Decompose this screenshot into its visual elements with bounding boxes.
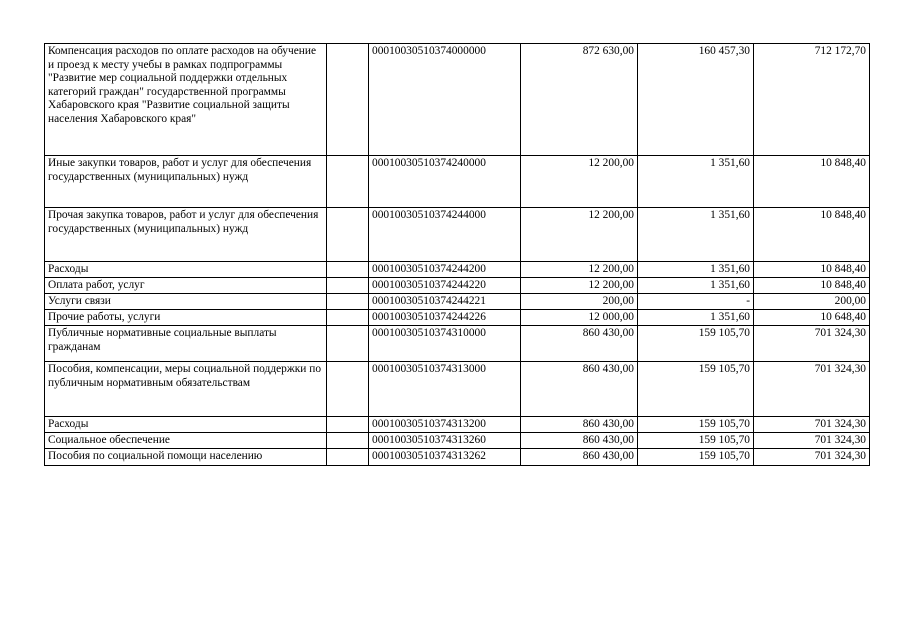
approved-cell: 860 430,00 bbox=[521, 433, 638, 449]
row-code-cell: 00010030510374310000 bbox=[369, 326, 521, 362]
approved-cell: 860 430,00 bbox=[521, 449, 638, 466]
empty-cell bbox=[327, 433, 369, 449]
budget-table bbox=[44, 43, 870, 466]
budget-table-body bbox=[45, 44, 870, 466]
table-row bbox=[45, 417, 870, 433]
empty-cell bbox=[327, 310, 369, 326]
empty-cell bbox=[327, 278, 369, 294]
row-code-cell: 00010030510374313200 bbox=[369, 417, 521, 433]
remaining-cell: 701 324,30 bbox=[754, 433, 870, 449]
empty-cell bbox=[327, 208, 369, 262]
approved-cell: 12 000,00 bbox=[521, 310, 638, 326]
executed-cell: 1 351,60 bbox=[638, 208, 754, 262]
row-code-cell: 00010030510374244220 bbox=[369, 278, 521, 294]
row-name-cell: Публичные нормативные социальные выплаты гражданам bbox=[45, 326, 327, 362]
executed-cell: 159 105,70 bbox=[638, 362, 754, 417]
remaining-cell: 10 848,40 bbox=[754, 278, 870, 294]
executed-cell: 159 105,70 bbox=[638, 449, 754, 466]
empty-cell bbox=[327, 326, 369, 362]
executed-cell: - bbox=[638, 294, 754, 310]
remaining-cell: 10 648,40 bbox=[754, 310, 870, 326]
executed-cell: 1 351,60 bbox=[638, 278, 754, 294]
row-code-cell: 00010030510374000000 bbox=[369, 44, 521, 156]
remaining-cell: 701 324,30 bbox=[754, 417, 870, 433]
row-code-cell: 00010030510374244226 bbox=[369, 310, 521, 326]
row-name-cell: Оплата работ, услуг bbox=[45, 278, 327, 294]
table-row bbox=[45, 156, 870, 208]
approved-cell: 12 200,00 bbox=[521, 208, 638, 262]
table-row bbox=[45, 44, 870, 156]
approved-cell: 860 430,00 bbox=[521, 362, 638, 417]
row-name-cell: Расходы bbox=[45, 417, 327, 433]
row-name-cell: Прочие работы, услуги bbox=[45, 310, 327, 326]
table-row bbox=[45, 449, 870, 466]
row-code-cell: 00010030510374244221 bbox=[369, 294, 521, 310]
approved-cell: 12 200,00 bbox=[521, 278, 638, 294]
approved-cell: 860 430,00 bbox=[521, 417, 638, 433]
row-name-cell: Пособия по социальной помощи населению bbox=[45, 449, 327, 466]
row-name-cell: Компенсация расходов по оплате расходов на обучение и проезд к месту учебы в рамках подпрограммы "Развитие мер социальной поддержки отдельных категорий граждан" государственной программы Хабаровского края "Развитие социальной защиты населения Хабаровского края" bbox=[45, 44, 327, 156]
executed-cell: 1 351,60 bbox=[638, 310, 754, 326]
remaining-cell: 200,00 bbox=[754, 294, 870, 310]
executed-cell: 160 457,30 bbox=[638, 44, 754, 156]
table-row bbox=[45, 278, 870, 294]
remaining-cell: 712 172,70 bbox=[754, 44, 870, 156]
remaining-cell: 10 848,40 bbox=[754, 156, 870, 208]
executed-cell: 159 105,70 bbox=[638, 417, 754, 433]
table-row bbox=[45, 326, 870, 362]
table-row bbox=[45, 294, 870, 310]
row-code-cell: 00010030510374313262 bbox=[369, 449, 521, 466]
row-code-cell: 00010030510374313260 bbox=[369, 433, 521, 449]
empty-cell bbox=[327, 362, 369, 417]
approved-cell: 860 430,00 bbox=[521, 326, 638, 362]
executed-cell: 159 105,70 bbox=[638, 433, 754, 449]
table-row bbox=[45, 433, 870, 449]
remaining-cell: 701 324,30 bbox=[754, 326, 870, 362]
row-code-cell: 00010030510374313000 bbox=[369, 362, 521, 417]
table-row bbox=[45, 208, 870, 262]
row-code-cell: 00010030510374244200 bbox=[369, 262, 521, 278]
empty-cell bbox=[327, 417, 369, 433]
remaining-cell: 10 848,40 bbox=[754, 208, 870, 262]
empty-cell bbox=[327, 262, 369, 278]
table-row bbox=[45, 262, 870, 278]
row-name-cell: Услуги связи bbox=[45, 294, 327, 310]
empty-cell bbox=[327, 44, 369, 156]
executed-cell: 159 105,70 bbox=[638, 326, 754, 362]
row-name-cell: Расходы bbox=[45, 262, 327, 278]
approved-cell: 872 630,00 bbox=[521, 44, 638, 156]
table-row bbox=[45, 310, 870, 326]
row-name-cell: Пособия, компенсации, меры социальной поддержки по публичным нормативным обязательствам bbox=[45, 362, 327, 417]
empty-cell bbox=[327, 449, 369, 466]
remaining-cell: 10 848,40 bbox=[754, 262, 870, 278]
table-row bbox=[45, 362, 870, 417]
approved-cell: 12 200,00 bbox=[521, 156, 638, 208]
row-name-cell: Социальное обеспечение bbox=[45, 433, 327, 449]
remaining-cell: 701 324,30 bbox=[754, 362, 870, 417]
executed-cell: 1 351,60 bbox=[638, 262, 754, 278]
empty-cell bbox=[327, 294, 369, 310]
row-name-cell: Прочая закупка товаров, работ и услуг для обеспечения государственных (муниципальных) нужд bbox=[45, 208, 327, 262]
empty-cell bbox=[327, 156, 369, 208]
row-code-cell: 00010030510374240000 bbox=[369, 156, 521, 208]
executed-cell: 1 351,60 bbox=[638, 156, 754, 208]
approved-cell: 200,00 bbox=[521, 294, 638, 310]
row-code-cell: 00010030510374244000 bbox=[369, 208, 521, 262]
remaining-cell: 701 324,30 bbox=[754, 449, 870, 466]
approved-cell: 12 200,00 bbox=[521, 262, 638, 278]
row-name-cell: Иные закупки товаров, работ и услуг для обеспечения государственных (муниципальных) нужд bbox=[45, 156, 327, 208]
